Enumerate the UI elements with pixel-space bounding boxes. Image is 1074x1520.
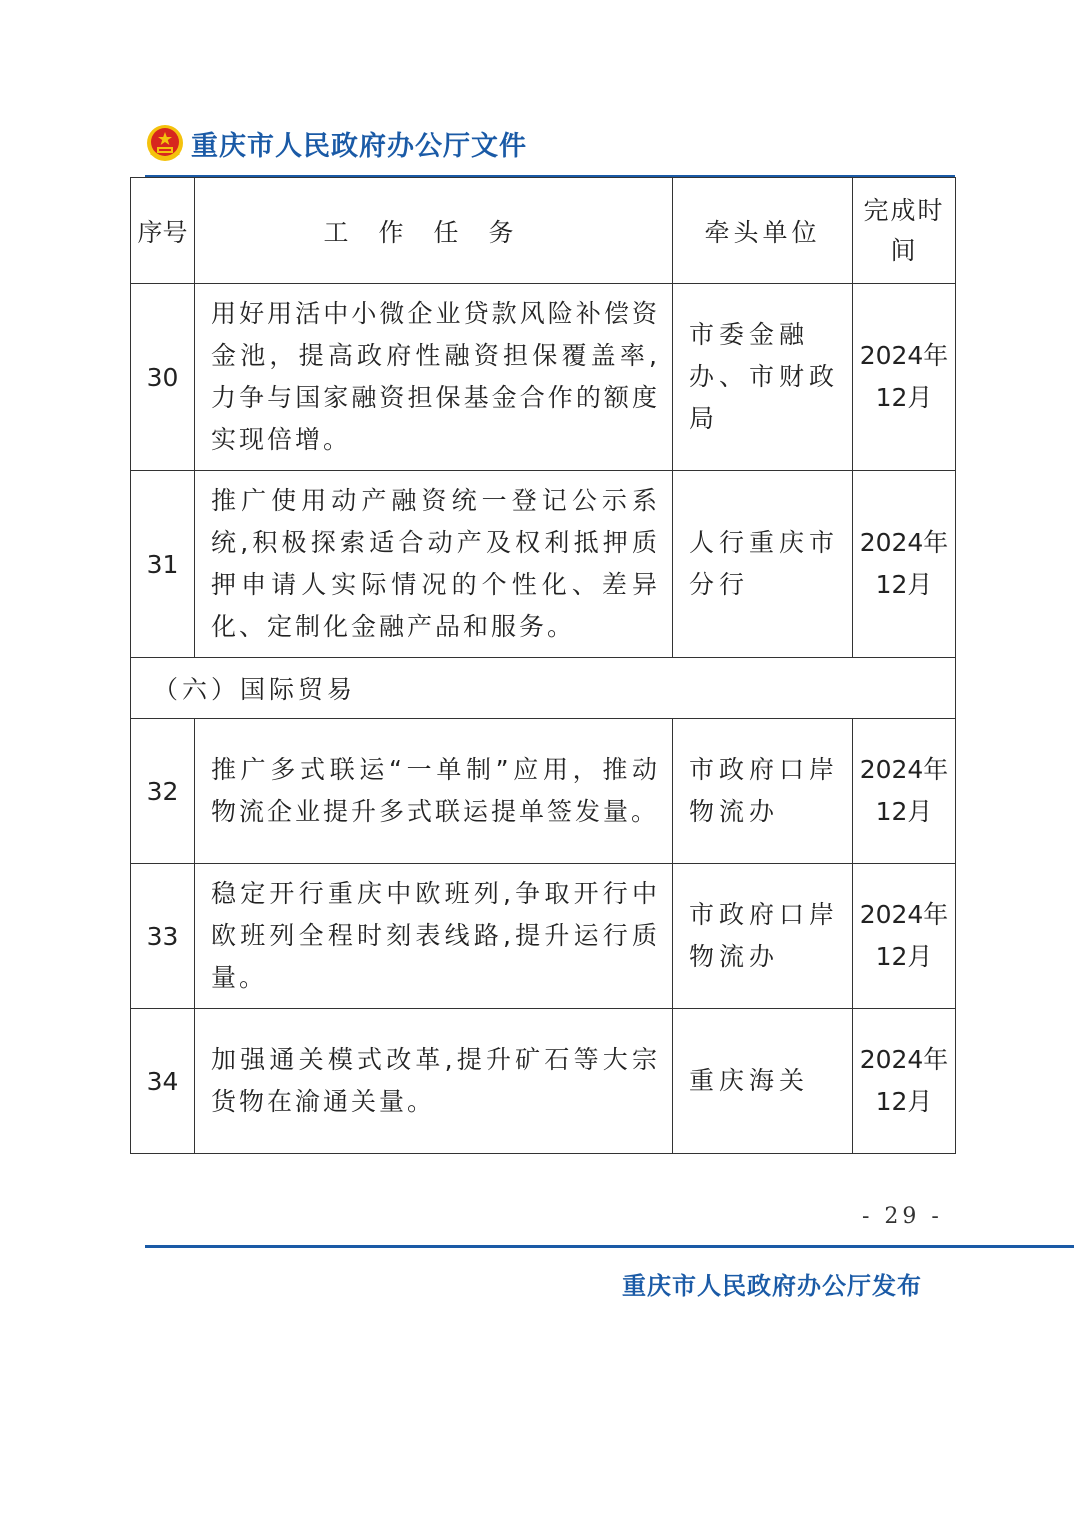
row-task: 推广使用动产融资统一登记公示系统,积极探索适合动产及权利抵押质押申请人实际情况的个性化、差异化、定制化金融产品和服务。 <box>195 471 673 658</box>
row-task: 加强通关模式改革,提升矿石等大宗货物在渝通关量。 <box>195 1009 673 1154</box>
table-row <box>131 284 956 471</box>
section-row <box>131 658 956 719</box>
table-row <box>131 719 956 864</box>
document-title: 重庆市人民政府办公厅文件 <box>191 130 527 162</box>
task-table <box>130 177 956 1154</box>
national-emblem-icon <box>145 123 185 163</box>
row-unit: 市政府口岸物流办 <box>673 719 853 864</box>
row-task: 推广多式联运“一单制”应用，推动物流企业提升多式联运提单签发量。 <box>195 719 673 864</box>
publisher-label: 重庆市人民政府办公厅发布 <box>622 1271 922 1300</box>
row-no: 32 <box>131 719 195 864</box>
header-no: 序号 <box>131 178 195 284</box>
header-time: 完成时间 <box>853 178 956 284</box>
row-unit: 市政府口岸物流办 <box>673 864 853 1009</box>
row-no: 34 <box>131 1009 195 1154</box>
row-no: 31 <box>131 471 195 658</box>
row-time: 2024年12月 <box>853 1009 956 1154</box>
row-no: 33 <box>131 864 195 1009</box>
header-unit: 牵头单位 <box>673 178 853 284</box>
footer-divider <box>145 1245 1074 1248</box>
row-unit: 重庆海关 <box>673 1009 853 1154</box>
page-number: - 29 - <box>862 1204 943 1229</box>
row-time: 2024年12月 <box>853 284 956 471</box>
row-time: 2024年12月 <box>853 719 956 864</box>
row-task: 用好用活中小微企业贷款风险补偿资金池，提高政府性融资担保覆盖率,力争与国家融资担保基金合作的额度实现倍增。 <box>195 284 673 471</box>
table-row <box>131 1009 956 1154</box>
table-row <box>131 471 956 658</box>
row-no: 30 <box>131 284 195 471</box>
row-time: 2024年12月 <box>853 864 956 1009</box>
header-task: 工作任务 <box>195 178 673 284</box>
row-unit: 人行重庆市分行 <box>673 471 853 658</box>
section-title: （六）国际贸易 <box>131 658 956 719</box>
table-row <box>131 864 956 1009</box>
row-time: 2024年12月 <box>853 471 956 658</box>
row-task: 稳定开行重庆中欧班列,争取开行中欧班列全程时刻表线路,提升运行质量。 <box>195 864 673 1009</box>
row-unit: 市委金融办、市财政局 <box>673 284 853 471</box>
document-header <box>145 120 527 166</box>
table-header-row <box>131 178 956 284</box>
